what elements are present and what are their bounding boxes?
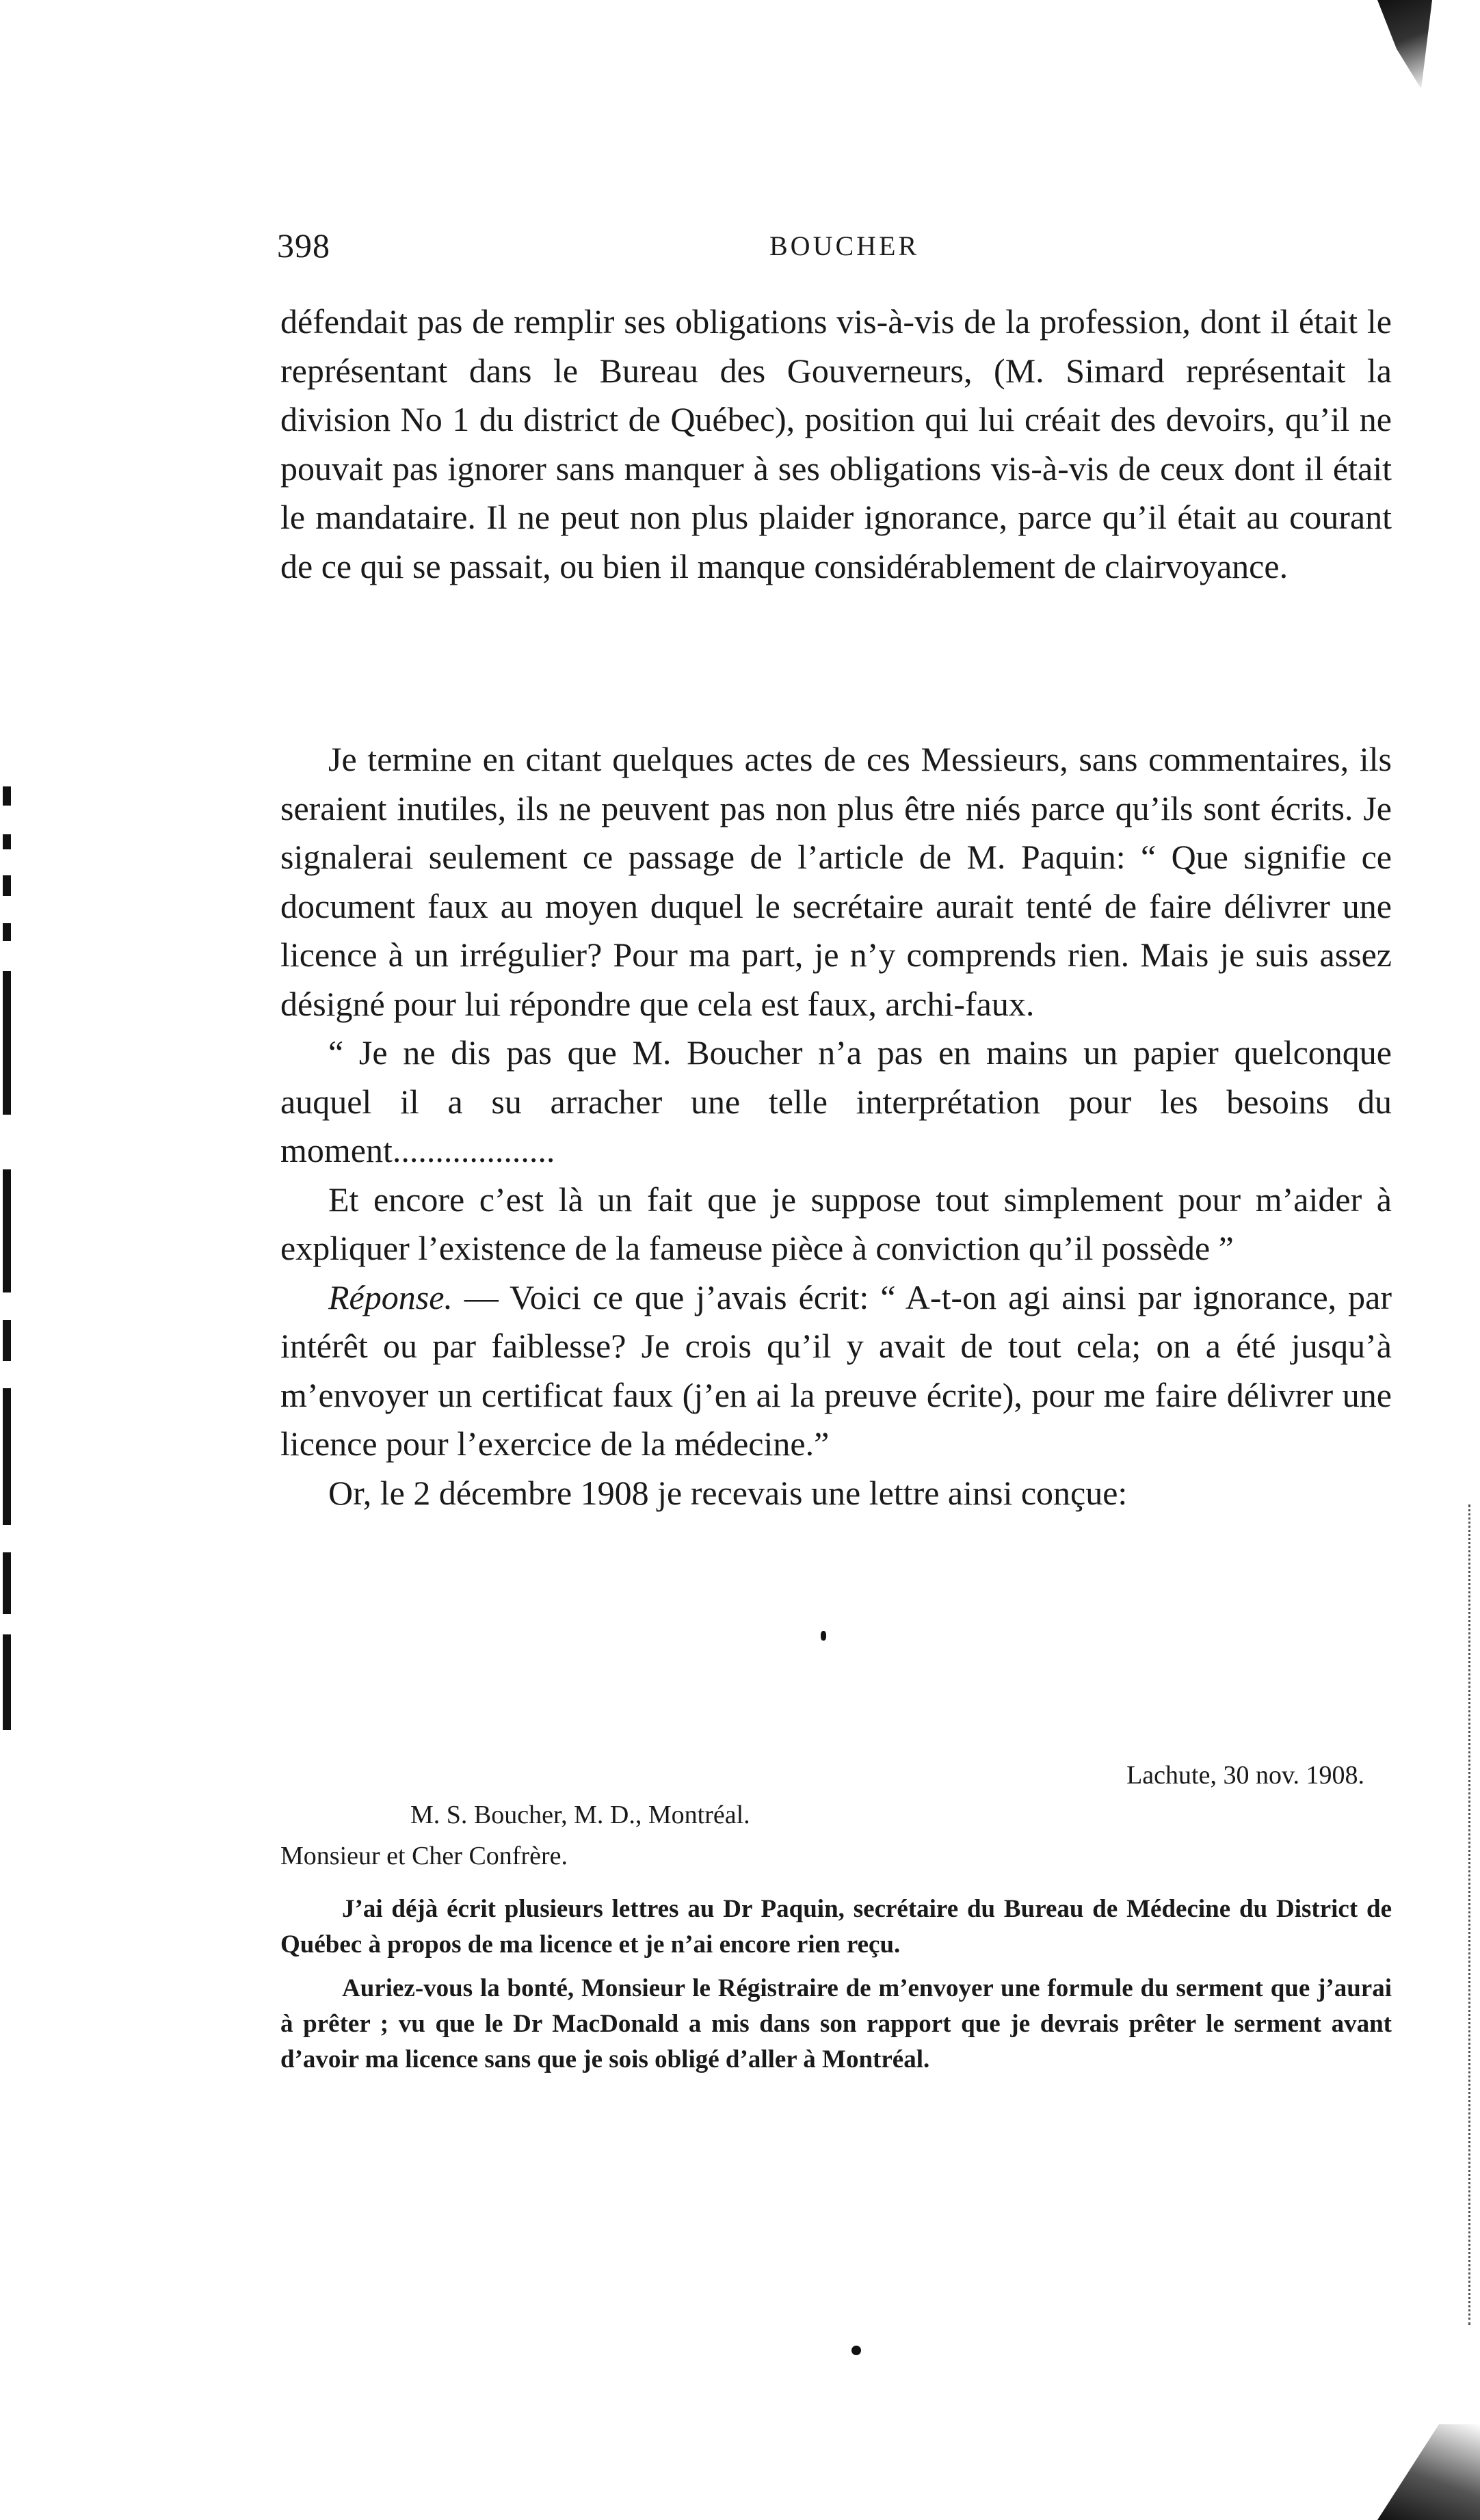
paragraph-5 xyxy=(280,1273,1392,1469)
scan-corner-artifact-top xyxy=(1377,0,1432,89)
main-text-block-1 xyxy=(280,297,1392,591)
paragraph-4: Et encore c’est là un fait que je suppose tout simplement pour m’aider à expliquer l’existence de la fameuse pièce à conviction qu’il possède ” xyxy=(280,1180,1392,1267)
main-text-block-2 xyxy=(280,735,1392,1517)
letter-salutation: Monsieur et Cher Confrère. xyxy=(280,1842,568,1870)
reponse-label: Réponse. xyxy=(328,1277,453,1316)
ink-speck xyxy=(851,2346,861,2355)
reponse-text: — Voici ce que j’avais écrit: “ A-t-on agi ainsi par ignorance, par intérêt ou par faiblesse? Je crois qu’il y avait de tout cela; on a été jusqu’à m’envoyer un certificat faux (j’en ai la preuve écrite), pour me faire délivrer une licence pour l’exercice de la médecine.” xyxy=(280,1277,1392,1463)
letter-paragraph-2: Auriez-vous la bonté, Monsieur le Régistraire de m’envoyer une formule du serment que j’aurai à prêter ; vu que le Dr MacDonald a mis dans son rapport que je devrais prêter le serment avant d’avoir ma licence sans que je sois obligé d’aller à Montréal. xyxy=(280,1974,1392,2073)
page-number: 398 xyxy=(277,226,330,265)
scan-edge-right xyxy=(1462,1504,1470,2325)
quoted-letter xyxy=(280,1758,1392,2086)
scan-binding-marks-left xyxy=(0,786,15,1744)
letter-dateline: Lachute, 30 nov. 1908. xyxy=(1126,1761,1364,1790)
scan-corner-artifact-bottom xyxy=(1377,2424,1480,2520)
letter-body xyxy=(280,1892,1392,2078)
paragraph-1: défendait pas de remplir ses obligations vis-à-vis de la profession, dont il était le représentant dans le Bureau des Gouverneurs, (M. Simard représentait la division No 1 du district de Québec), position qui lui créait des devoirs, qu’il ne pouvait pas ignorer sans manquer à ses obligations vis-à-vis de ceux dont il était le mandataire. Il ne peut non plus plaider ignorance, parce qu’il était au courant de ce qui se passait, ou bien il manque considérablement de clairvoyance. xyxy=(280,302,1392,585)
paragraph-2: Je termine en citant quelques actes de ces Messieurs, sans commentaires, ils seraient inutiles, ils ne peuvent pas non plus être niés parce qu’ils sont écrits. Je signalerai seulement ce passage de l’article de M. Paquin: “ Que signifie ce document faux au moyen duquel le secrétaire aurait tenté de faire délivrer une licence à un irrégulier? Pour ma part, je n’y comprends rien. Mais je suis assez désigné pour lui répondre que cela est faux, archi-faux. xyxy=(280,740,1392,1023)
ink-speck xyxy=(821,1631,826,1641)
page-header xyxy=(277,226,1426,274)
letter-recipient: M. S. Boucher, M. D., Montréal. xyxy=(410,1801,750,1829)
letter-paragraph-1: J’ai déjà écrit plusieurs lettres au Dr Paquin, secrétaire du Bureau de Médecine du District de Québec à propos de ma licence et je n’ai encore rien reçu. xyxy=(280,1895,1392,1959)
paragraph-6: Or, le 2 décembre 1908 je recevais une lettre ainsi conçue: xyxy=(328,1473,1128,1512)
paragraph-3: “ Je ne dis pas que M. Boucher n’a pas en mains un papier quelconque auquel il a su arracher une telle interprétation pour les besoins du moment................... xyxy=(280,1033,1392,1169)
running-title: BOUCHER xyxy=(769,230,920,261)
